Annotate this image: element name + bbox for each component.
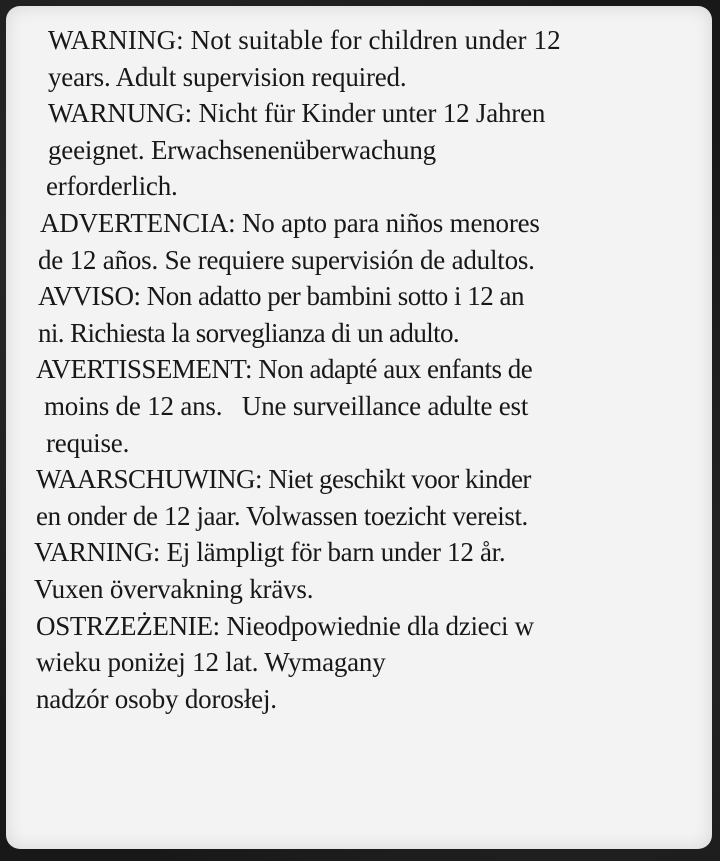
warning-line-es-1: ADVERTENCIA: No apto para niños menores [40, 207, 540, 238]
warning-line-de-1: WARNUNG: Nicht für Kinder unter 12 Jahren [48, 98, 546, 129]
warning-line-nl-1: WAARSCHUWING: Niet geschikt voor kinder [36, 464, 531, 495]
warning-line-de-3: erforderlich. [46, 171, 178, 202]
warning-line-es-2: de 12 años. Se requiere supervisión de adultos. [38, 244, 535, 275]
warning-line-sv-2: Vuxen övervakning krävs. [34, 573, 314, 604]
warning-line-pl-2: wieku poniżej 12 lat. Wymagany [36, 647, 386, 678]
warning-line-sv-1: VARNING: Ej lämpligt för barn under 12 år. [34, 537, 506, 568]
warning-line-fr-2: moins de 12 ans. Une surveillance adulte est [44, 390, 529, 421]
warning-line-it-1: AVVISO: Non adatto per bambini sotto i 12 an [38, 281, 524, 312]
warning-line-fr-3: requise. [46, 427, 130, 458]
warning-label [6, 6, 712, 849]
warning-line-fr-1: AVERTISSEMENT: Non adapté aux enfants de [36, 354, 533, 385]
warning-line-it-2: ni. Richiesta la sorveglianza di un adulto. [38, 317, 460, 348]
warning-line-nl-2: en onder de 12 jaar. Volwassen toezicht vereist. [36, 500, 528, 531]
warning-line-en-1: WARNING: Not suitable for children under 12 [48, 25, 561, 55]
warning-line-de-2: geeignet. Erwachsenenüberwachung [48, 134, 436, 165]
warning-line-en-2: years. Adult supervision required. [48, 61, 407, 92]
warning-line-pl-1: OSTRZEŻENIE: Nieodpowiednie dla dzieci w [36, 610, 534, 641]
warning-line-pl-3: nadzór osoby dorosłej. [36, 683, 277, 714]
